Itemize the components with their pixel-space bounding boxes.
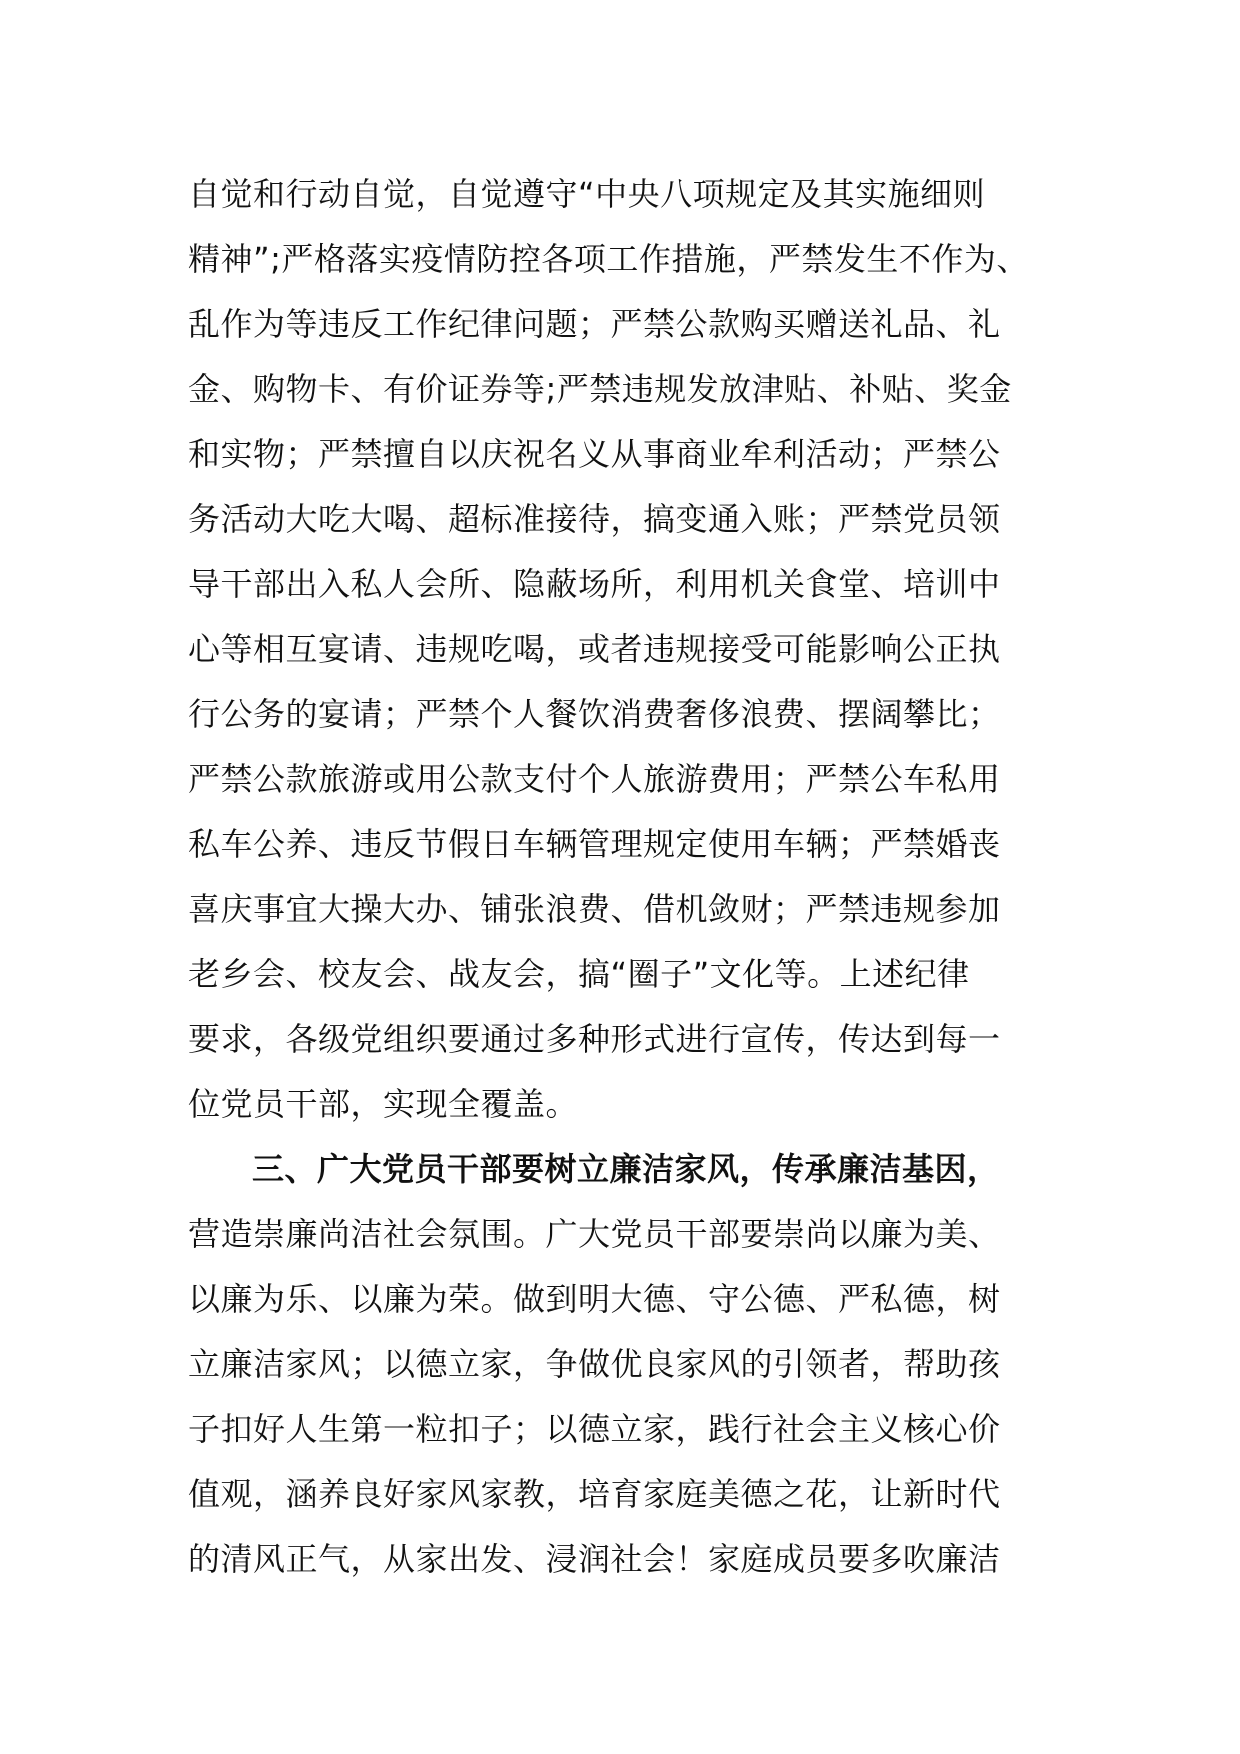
text-line: 营造崇廉尚洁社会氛围。广大党员干部要崇尚以廉为美、	[188, 1215, 1001, 1253]
text-line: 立廉洁家风；以德立家，争做优良家风的引领者，帮助孩	[188, 1345, 1001, 1383]
text-line: 的清风正气，从家出发、浸润社会！家庭成员要多吹廉洁	[188, 1540, 1001, 1578]
text-line: 心等相互宴请、违规吃喝，或者违规接受可能影响公正执	[188, 630, 1001, 668]
text-line: 喜庆事宜大操大办、铺张浪费、借机敛财；严禁违规参加	[188, 890, 1001, 928]
text-line: 值观，涵养良好家风家教，培育家庭美德之花，让新时代	[188, 1475, 1001, 1513]
text-line: 自觉和行动自觉，自觉遵守“中央八项规定及其实施细则	[188, 175, 986, 213]
text-line: 精神”;严格落实疫情防控各项工作措施，严禁发生不作为、	[188, 240, 1029, 278]
document-body	[188, 162, 1068, 1592]
text-line: 子扣好人生第一粒扣子；以德立家，践行社会主义核心价	[188, 1410, 1001, 1448]
text-line: 乱作为等违反工作纪律问题；严禁公款购买赠送礼品、礼	[188, 305, 1001, 343]
text-line: 务活动大吃大喝、超标准接待，搞变通入账；严禁党员领	[188, 500, 1001, 538]
text-line: 私车公养、违反节假日车辆管理规定使用车辆；严禁婚丧	[188, 825, 1001, 863]
section-heading-line: 三、广大党员干部要树立廉洁家风，传承廉洁基因，	[252, 1150, 1000, 1188]
text-line: 位党员干部，实现全覆盖。	[188, 1085, 579, 1123]
text-line: 行公务的宴请；严禁个人餐饮消费奢侈浪费、摆阔攀比；	[188, 695, 1001, 733]
text-line: 金、购物卡、有价证券等;严禁违规发放津贴、补贴、奖金	[188, 370, 1012, 408]
text-line: 以廉为乐、以廉为荣。做到明大德、守公德、严私德，树	[188, 1280, 1001, 1318]
text-line: 严禁公款旅游或用公款支付个人旅游费用；严禁公车私用	[188, 760, 1001, 798]
text-line: 和实物；严禁擅自以庆祝名义从事商业牟利活动；严禁公	[188, 435, 1001, 473]
text-line: 老乡会、校友会、战友会，搞“圈子”文化等。上述纪律	[188, 955, 970, 993]
text-line: 导干部出入私人会所、隐蔽场所，利用机关食堂、培训中	[188, 565, 1001, 603]
text-line: 要求，各级党组织要通过多种形式进行宣传，传达到每一	[188, 1020, 1001, 1058]
